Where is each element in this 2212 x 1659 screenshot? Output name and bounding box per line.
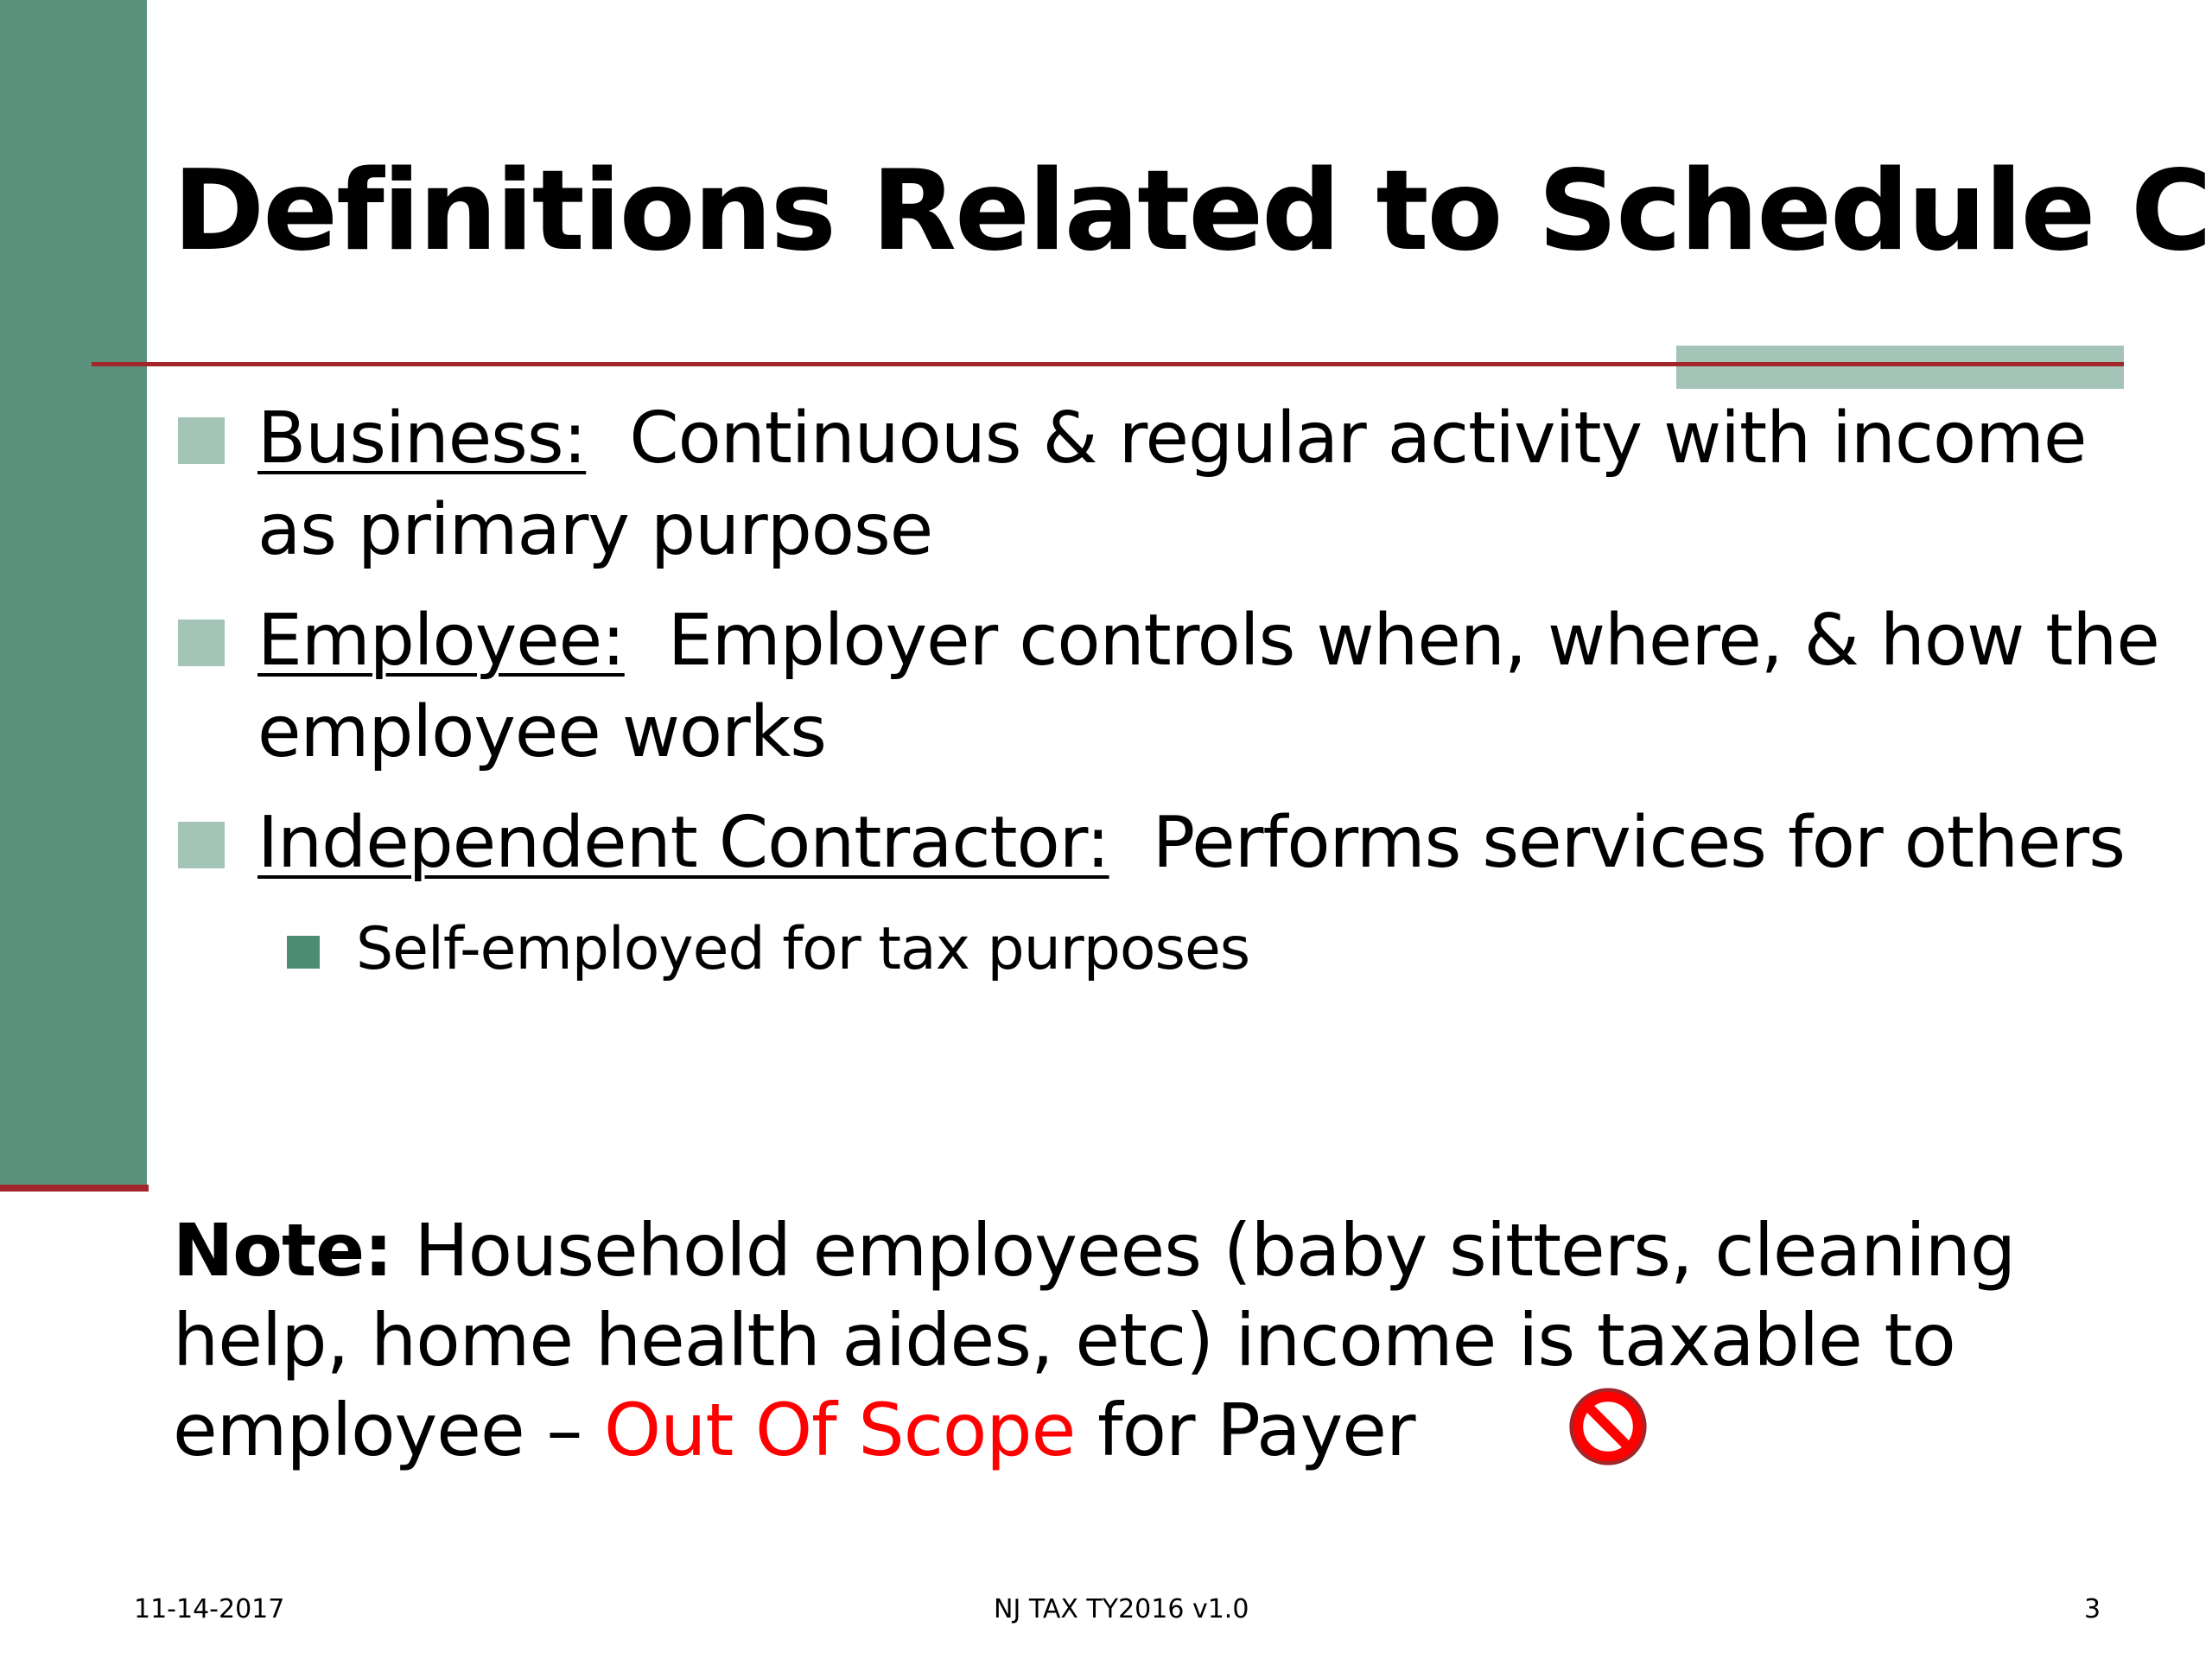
footer-title: NJ TAX TY2016 v1.0 [994,1594,1249,1624]
bullet-text [257,595,2186,779]
definition-employee: Employer controls when, where, & how the employee works [257,600,2159,773]
term-business: Business: [257,397,587,480]
bullet-item-business [173,393,2186,576]
footer-date: 11-14-2017 [134,1594,285,1624]
term-contractor: Independent Contractor: [257,802,1109,884]
slide-title: Definitions Related to Schedule C [173,147,2210,276]
title-divider-accent-line [1676,362,2124,366]
bullet-marker [178,417,225,464]
sub-bullet-marker [287,936,320,969]
bullet-item-employee [173,595,2186,779]
term-employee: Employee: [257,600,625,682]
out-of-scope-highlight: Out Of Scope [604,1388,1076,1472]
title-divider-accent [1676,346,2124,389]
bullet-marker [178,822,225,868]
sub-bullet-item [173,908,2186,991]
bullet-text [257,798,2186,889]
definition-contractor: Performs services for others [1152,802,2125,884]
sub-bullet-text: Self-employed for tax purposes [356,915,1250,983]
note-paragraph [173,1205,2186,1475]
definition-business: Continuous & regular activity with income as primary purpose [257,397,2087,571]
left-bar-rule [0,1185,149,1192]
page-number: 3 [2084,1594,2101,1624]
note-label: Note: [173,1208,392,1293]
bullet-item-contractor [173,798,2186,889]
bullet-marker [178,620,225,666]
bullet-list [173,393,2186,991]
note-text-after: for Payer [1097,1388,1415,1472]
note-text-before: Household employees (baby sitters, cleaning help, home health aides, etc) income is taxable to employee – [173,1208,2016,1472]
prohibited-icon [1567,1385,1649,1468]
left-accent-bar [0,0,147,1186]
bullet-text [257,393,2186,576]
